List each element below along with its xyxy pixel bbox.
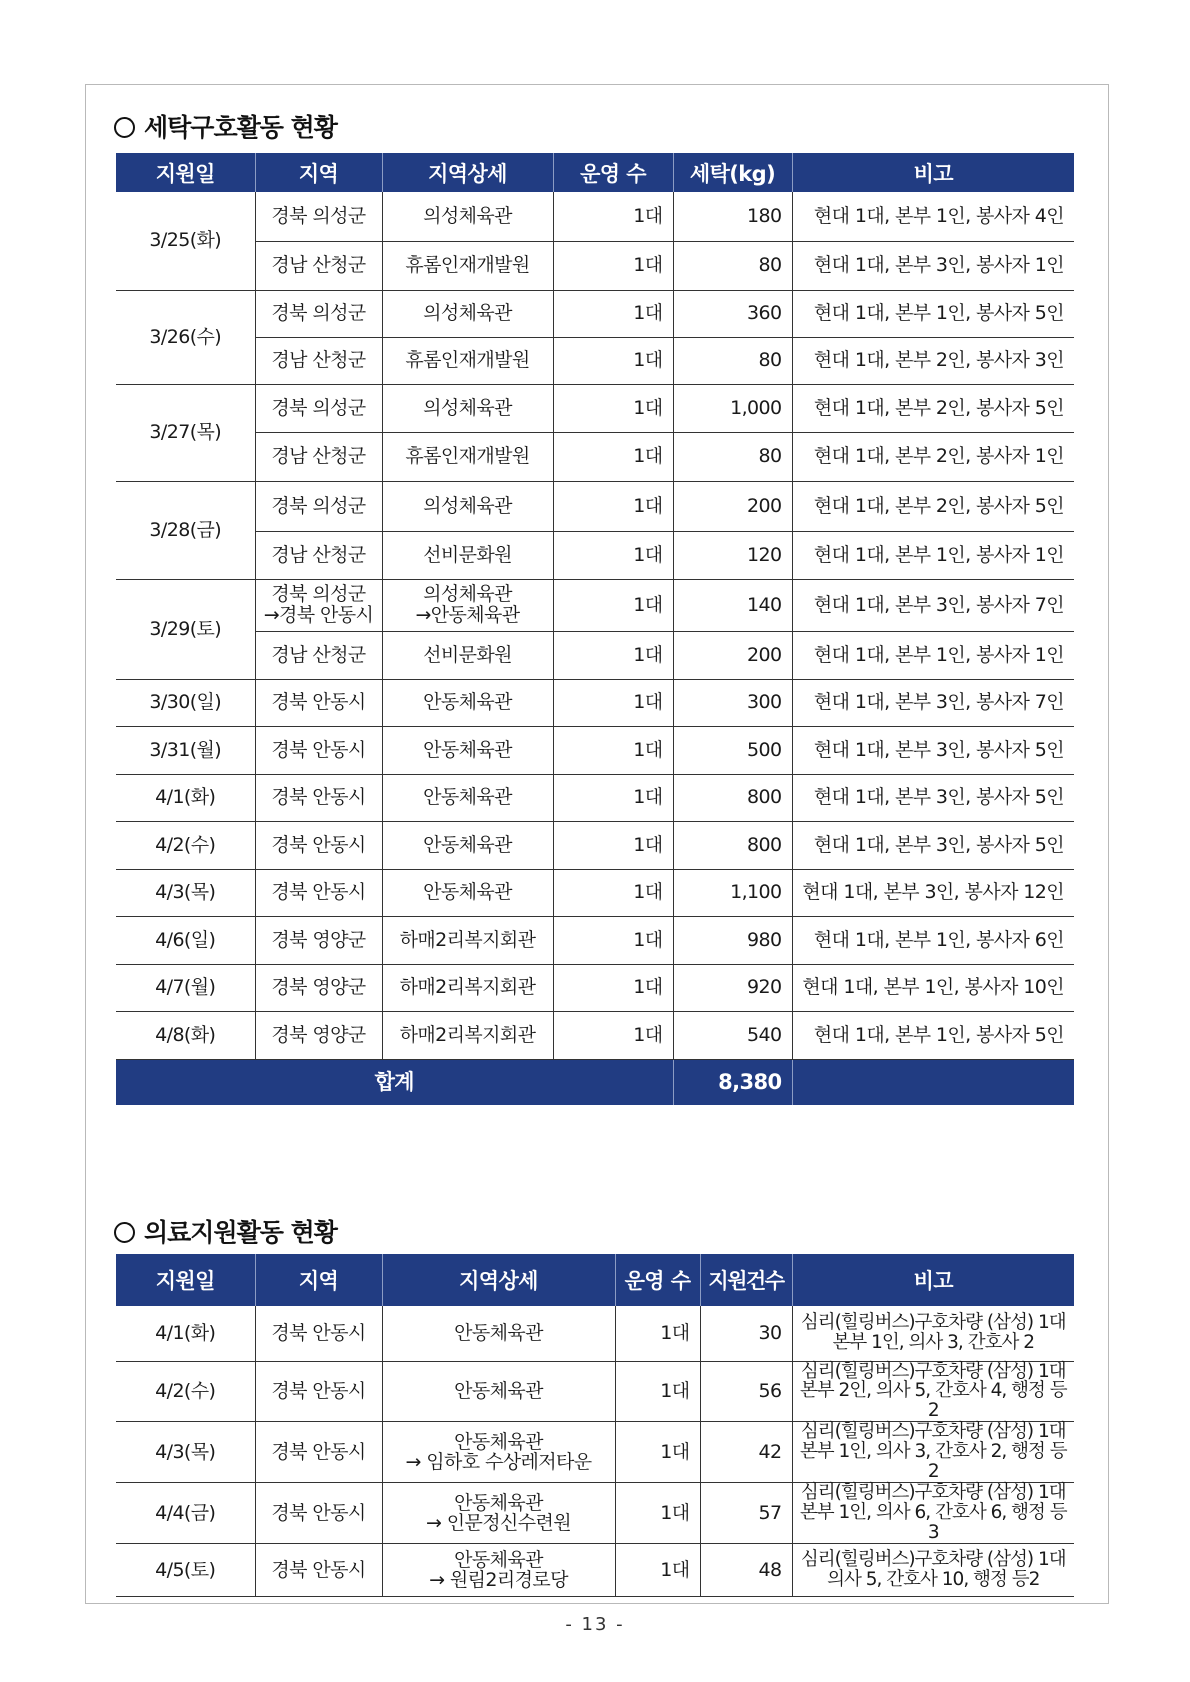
laundry-row	[116, 727, 1074, 775]
laundry-row	[116, 531, 1074, 579]
region-cell: 경북 안동시	[255, 869, 382, 917]
laundry-row	[116, 241, 1074, 290]
region-cell: 경북 안동시	[255, 1483, 382, 1544]
kg-cell: 180	[673, 192, 792, 241]
ops-cell: 1대	[553, 869, 673, 917]
note-cell: 현대 1대, 본부 3인, 봉사자 12인	[792, 869, 1074, 917]
medical-header-row	[116, 1254, 1074, 1306]
kg-cell: 500	[673, 727, 792, 775]
region-cell: 경북 의성군 →경북 안동시	[255, 579, 382, 631]
count-cell: 48	[700, 1544, 792, 1597]
ops-cell: 1대	[553, 337, 673, 384]
region-cell: 경북 의성군	[255, 481, 382, 531]
ops-cell: 1대	[615, 1544, 700, 1597]
kg-cell: 540	[673, 1012, 792, 1060]
ops-cell: 1대	[553, 1012, 673, 1060]
note-cell: 현대 1대, 본부 3인, 봉사자 7인	[792, 579, 1074, 631]
medical-row	[116, 1544, 1074, 1597]
region-cell: 경북 안동시	[255, 679, 382, 727]
detail-cell: 의성체육관	[382, 384, 553, 432]
laundry-section-title	[114, 108, 337, 144]
date-cell: 4/5(토)	[116, 1544, 255, 1597]
medical-header-cell: 운영 수	[615, 1254, 700, 1306]
detail-cell: 하매2리복지회관	[382, 1012, 553, 1060]
ops-cell: 1대	[553, 579, 673, 631]
medical-row	[116, 1361, 1074, 1422]
region-cell: 경북 영양군	[255, 964, 382, 1012]
ops-cell: 1대	[615, 1361, 700, 1422]
laundry-header-cell: 지역	[255, 153, 382, 192]
kg-cell: 140	[673, 579, 792, 631]
bullet-circle-icon	[114, 117, 135, 138]
date-cell: 4/8(화)	[116, 1012, 255, 1060]
kg-cell: 200	[673, 631, 792, 679]
detail-cell: 선비문화원	[382, 531, 553, 579]
note-cell: 현대 1대, 본부 2인, 봉사자 3인	[792, 337, 1074, 384]
region-cell: 경남 산청군	[255, 337, 382, 384]
detail-cell: 의성체육관 →안동체육관	[382, 579, 553, 631]
note-cell: 현대 1대, 본부 2인, 봉사자 5인	[792, 481, 1074, 531]
note-cell: 현대 1대, 본부 1인, 봉사자 4인	[792, 192, 1074, 241]
region-cell: 경남 산청군	[255, 531, 382, 579]
laundry-row	[116, 679, 1074, 727]
note-cell: 현대 1대, 본부 3인, 봉사자 5인	[792, 774, 1074, 822]
detail-cell: 안동체육관	[382, 774, 553, 822]
date-cell: 4/3(목)	[116, 869, 255, 917]
laundry-header-row	[116, 153, 1074, 192]
detail-cell: 안동체육관	[382, 822, 553, 870]
kg-cell: 300	[673, 679, 792, 727]
detail-cell: 하매2리복지회관	[382, 917, 553, 965]
laundry-header-cell: 운영 수	[553, 153, 673, 192]
date-cell: 3/30(일)	[116, 679, 255, 727]
ops-cell: 1대	[553, 822, 673, 870]
kg-cell: 980	[673, 917, 792, 965]
date-cell: 4/1(화)	[116, 774, 255, 822]
kg-cell: 80	[673, 337, 792, 384]
laundry-row	[116, 1012, 1074, 1060]
detail-cell: 안동체육관	[382, 727, 553, 775]
total-label-cell: 합계	[116, 1059, 673, 1105]
region-cell: 경남 산청군	[255, 631, 382, 679]
laundry-title-text: 세탁구호활동 현황	[144, 113, 337, 142]
note-cell: 현대 1대, 본부 1인, 봉사자 1인	[792, 531, 1074, 579]
ops-cell: 1대	[615, 1483, 700, 1544]
ops-cell: 1대	[553, 631, 673, 679]
laundry-header-cell: 세탁(kg)	[673, 153, 792, 192]
laundry-row	[116, 822, 1074, 870]
kg-cell: 360	[673, 290, 792, 337]
date-cell: 4/2(수)	[116, 822, 255, 870]
region-cell: 경북 영양군	[255, 917, 382, 965]
region-cell: 경북 안동시	[255, 1361, 382, 1422]
date-cell: 4/3(목)	[116, 1422, 255, 1483]
detail-cell: 안동체육관	[382, 679, 553, 727]
medical-table	[116, 1254, 1074, 1597]
ops-cell: 1대	[553, 679, 673, 727]
note-cell: 심리(힐링버스)구호차량 (삼성) 1대 본부 1인, 의사 3, 간호사 2	[792, 1306, 1074, 1361]
note-cell: 심리(힐링버스)구호차량 (삼성) 1대 의사 5, 간호사 10, 행정 등2	[792, 1544, 1074, 1597]
ops-cell: 1대	[553, 727, 673, 775]
note-cell: 현대 1대, 본부 1인, 봉사자 5인	[792, 290, 1074, 337]
date-cell: 4/7(월)	[116, 964, 255, 1012]
laundry-header-cell: 비고	[792, 153, 1074, 192]
region-cell: 경북 안동시	[255, 727, 382, 775]
detail-cell: 안동체육관	[382, 1361, 615, 1422]
note-cell: 현대 1대, 본부 1인, 봉사자 6인	[792, 917, 1074, 965]
ops-cell: 1대	[615, 1422, 700, 1483]
count-cell: 30	[700, 1306, 792, 1361]
date-cell: 3/31(월)	[116, 727, 255, 775]
laundry-row	[116, 384, 1074, 432]
ops-cell: 1대	[553, 192, 673, 241]
medical-header-cell: 지역상세	[382, 1254, 615, 1306]
bullet-circle-icon	[114, 1222, 135, 1243]
count-cell: 56	[700, 1361, 792, 1422]
ops-cell: 1대	[553, 531, 673, 579]
region-cell: 경북 안동시	[255, 1422, 382, 1483]
medical-header-cell: 지원일	[116, 1254, 255, 1306]
kg-cell: 920	[673, 964, 792, 1012]
laundry-row	[116, 964, 1074, 1012]
region-cell: 경북 의성군	[255, 192, 382, 241]
ops-cell: 1대	[553, 290, 673, 337]
date-cell: 3/28(금)	[116, 481, 255, 579]
detail-cell: 안동체육관	[382, 1306, 615, 1361]
detail-cell: 의성체육관	[382, 290, 553, 337]
page-number: - 13 -	[565, 1614, 625, 1635]
note-cell: 심리(힐링버스)구호차량 (삼성) 1대 본부 1인, 의사 3, 간호사 2, 행정 등2	[792, 1422, 1074, 1483]
date-cell: 3/25(화)	[116, 192, 255, 290]
kg-cell: 800	[673, 774, 792, 822]
laundry-row	[116, 774, 1074, 822]
date-cell: 4/1(화)	[116, 1306, 255, 1361]
detail-cell: 안동체육관 → 인문정신수련원	[382, 1483, 615, 1544]
date-cell: 4/6(일)	[116, 917, 255, 965]
region-cell: 경북 안동시	[255, 774, 382, 822]
laundry-row	[116, 481, 1074, 531]
laundry-row	[116, 337, 1074, 384]
total-kg-cell: 8,380	[673, 1059, 792, 1105]
ops-cell: 1대	[615, 1306, 700, 1361]
medical-row	[116, 1422, 1074, 1483]
note-cell: 현대 1대, 본부 2인, 봉사자 1인	[792, 432, 1074, 481]
kg-cell: 800	[673, 822, 792, 870]
laundry-row	[116, 192, 1074, 241]
kg-cell: 1,000	[673, 384, 792, 432]
note-cell: 현대 1대, 본부 3인, 봉사자 5인	[792, 727, 1074, 775]
kg-cell: 80	[673, 432, 792, 481]
note-cell: 현대 1대, 본부 1인, 봉사자 1인	[792, 631, 1074, 679]
laundry-header-cell: 지역상세	[382, 153, 553, 192]
date-cell: 3/27(목)	[116, 384, 255, 481]
kg-cell: 200	[673, 481, 792, 531]
region-cell: 경북 의성군	[255, 290, 382, 337]
region-cell: 경남 산청군	[255, 241, 382, 290]
detail-cell: 선비문화원	[382, 631, 553, 679]
laundry-row	[116, 631, 1074, 679]
ops-cell: 1대	[553, 241, 673, 290]
region-cell: 경북 안동시	[255, 822, 382, 870]
count-cell: 42	[700, 1422, 792, 1483]
ops-cell: 1대	[553, 432, 673, 481]
medical-header-cell: 지역	[255, 1254, 382, 1306]
note-cell: 현대 1대, 본부 3인, 봉사자 5인	[792, 822, 1074, 870]
medical-header-cell: 비고	[792, 1254, 1074, 1306]
date-cell: 3/26(수)	[116, 290, 255, 384]
laundry-total-row	[116, 1059, 1074, 1105]
note-cell: 심리(힐링버스)구호차량 (삼성) 1대 본부 1인, 의사 6, 간호사 6, 행정 등3	[792, 1483, 1074, 1544]
detail-cell: 안동체육관 → 원림2리경로당	[382, 1544, 615, 1597]
laundry-row	[116, 917, 1074, 965]
detail-cell: 의성체육관	[382, 481, 553, 531]
detail-cell: 휴롬인재개발원	[382, 337, 553, 384]
ops-cell: 1대	[553, 481, 673, 531]
laundry-row	[116, 432, 1074, 481]
date-cell: 4/4(금)	[116, 1483, 255, 1544]
total-note-cell	[792, 1059, 1074, 1105]
count-cell: 57	[700, 1483, 792, 1544]
medical-title-text: 의료지원활동 현황	[144, 1218, 337, 1247]
medical-header-cell: 지원건수	[700, 1254, 792, 1306]
ops-cell: 1대	[553, 964, 673, 1012]
date-cell: 4/2(수)	[116, 1361, 255, 1422]
laundry-row	[116, 579, 1074, 631]
detail-cell: 의성체육관	[382, 192, 553, 241]
date-cell: 3/29(토)	[116, 579, 255, 679]
medical-row	[116, 1306, 1074, 1361]
ops-cell: 1대	[553, 774, 673, 822]
ops-cell: 1대	[553, 917, 673, 965]
laundry-header-cell: 지원일	[116, 153, 255, 192]
note-cell: 현대 1대, 본부 1인, 봉사자 10인	[792, 964, 1074, 1012]
kg-cell: 1,100	[673, 869, 792, 917]
note-cell: 현대 1대, 본부 2인, 봉사자 5인	[792, 384, 1074, 432]
detail-cell: 안동체육관	[382, 869, 553, 917]
note-cell: 심리(힐링버스)구호차량 (삼성) 1대 본부 2인, 의사 5, 간호사 4, 행정 등2	[792, 1361, 1074, 1422]
region-cell: 경북 의성군	[255, 384, 382, 432]
region-cell: 경북 영양군	[255, 1012, 382, 1060]
region-cell: 경북 안동시	[255, 1306, 382, 1361]
ops-cell: 1대	[553, 384, 673, 432]
medical-section-title	[114, 1213, 337, 1249]
detail-cell: 안동체육관 → 임하호 수상레저타운	[382, 1422, 615, 1483]
laundry-row	[116, 869, 1074, 917]
kg-cell: 80	[673, 241, 792, 290]
laundry-table	[116, 153, 1074, 1105]
note-cell: 현대 1대, 본부 3인, 봉사자 1인	[792, 241, 1074, 290]
detail-cell: 휴롬인재개발원	[382, 241, 553, 290]
kg-cell: 120	[673, 531, 792, 579]
note-cell: 현대 1대, 본부 1인, 봉사자 5인	[792, 1012, 1074, 1060]
detail-cell: 휴롬인재개발원	[382, 432, 553, 481]
region-cell: 경남 산청군	[255, 432, 382, 481]
laundry-row	[116, 290, 1074, 337]
detail-cell: 하매2리복지회관	[382, 964, 553, 1012]
medical-row	[116, 1483, 1074, 1544]
note-cell: 현대 1대, 본부 3인, 봉사자 7인	[792, 679, 1074, 727]
region-cell: 경북 안동시	[255, 1544, 382, 1597]
